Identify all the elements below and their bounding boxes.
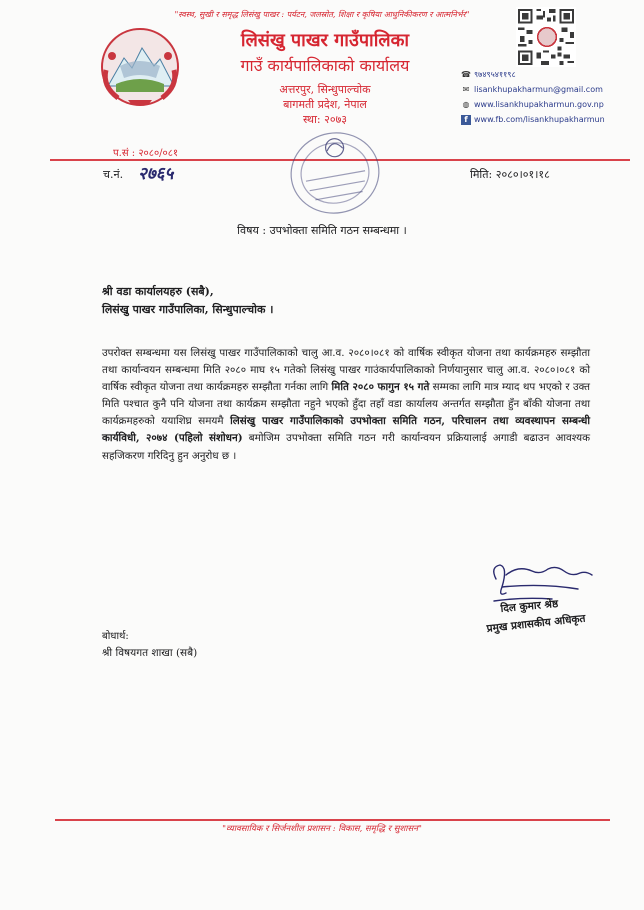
office-name: लिसंखु पाखर गाउँपालिका	[240, 30, 410, 51]
signatory-title: प्रमुख प्रशासकीय अधिकृत	[486, 612, 587, 635]
recipient-line-1: श्री वडा कार्यालयहरु (सबै),	[102, 285, 214, 298]
footer-motto: "व्यावसायिक र सिर्जनशील प्रशासन : विकास, समृद्धि र सुशासन"	[222, 824, 422, 834]
signatory-name: दिल कुमार श्रेष्ठ	[500, 597, 559, 615]
letter-reference-number: प.सं : २०८०/०८१	[113, 148, 179, 159]
facebook-icon: f	[461, 115, 471, 125]
body-part-1: उपरोक्त सम्बन्धमा यस लिसंखु पाखर गाउँपालिकाको चालु आ.व. २०८०।०८१ को वार्षिक स्वीकृत योजना तथा कार्यक्रमहरु सम्झौता तथा कार्यान्वयन सम्बन्धमा मिति २०८० माघ १५ गतेको लिसंखु पाखर गाउंकार्यपालिकाको निर्णयानुसार चालु आ.व. २०८०।०८१ को वार्षिक स्वीकृत योजना तथा कार्यक्रमहरु सम्झौता गर्नका लागि	[102, 347, 590, 394]
email-icon: ✉	[462, 84, 470, 94]
phone-icon: ☎	[461, 69, 471, 79]
letter-subject: विषय : उपभोक्ता समिति गठन सम्बन्धमा ।	[237, 224, 407, 237]
letterhead-motto: "स्वस्थ, सुखी र समृद्ध लिसंखु पाखर : पर्यटन, जलस्रोत, शिक्षा र कृषिया आधुनिकीकरण र आत्मनिर्भर"	[174, 10, 470, 19]
contact-block	[461, 67, 641, 127]
letter-body	[102, 345, 590, 465]
contact-email[interactable]: ✉ lisankhupakharmun@gmail.com	[462, 84, 603, 94]
body-part-3: बमोजिम उपभोक्ता समिति गठन गरी कार्यान्वयन प्रक्रियालाई अगाडी बढाउन आवश्यक सहजिकरण गरिदिनु हुन अनुरोध छ ।	[102, 432, 590, 462]
footer-divider	[55, 819, 610, 821]
contact-phone: ☎ ९७४९५४११९८	[461, 69, 516, 79]
nepal-emblem-logo	[98, 26, 182, 108]
address-line-1: अत्तरपुर, सिन्धुपाल्चोक	[279, 83, 371, 96]
office-seal-stamp	[285, 128, 385, 218]
qr-code	[516, 6, 576, 68]
body-procedure-reference: लिसंखु पाखर गाउँपालिकाको उपभोक्ता समिति गठन, परिचालन तथा व्यवस्थापन सम्बन्धी कार्यविधी, २०७४ (पहिलो संशोधन)	[102, 415, 591, 445]
office-unit: गाउँ कार्यपालिकाको कार्यालय	[240, 56, 410, 75]
address-line-2: बागमती प्रदेश, नेपाल	[283, 98, 367, 111]
body-part-2: सम्मका लागि मात्र म्याद थप भएको र उक्त मिति पश्चात कुनै पनि योजना तथा कार्यक्रम सम्झौता नहुने भएको हुँदा तहाँ वडा कार्यालय अन्तर्गत सम्झौता हुँन बाँकी योजना तथा कार्यक्रमहरुको ययाशिघ्र समयमै	[102, 381, 590, 428]
body-deadline: मिति २०८० फागुन १५ गते	[331, 381, 430, 394]
cc-item: श्री विषयगत शाखा (सबै)	[102, 647, 198, 659]
cc-label: बोधार्थ:	[102, 631, 129, 642]
dispatch-number-value: २७६५	[138, 164, 174, 184]
contact-website[interactable]: ◍ www.lisankhupakharmun.gov.np	[462, 99, 604, 109]
letter-date: मिति: २०८०।०१।१८	[470, 168, 550, 181]
dispatch-number-label: च.नं.	[103, 168, 124, 181]
contact-facebook[interactable]: f www.fb.com/lisankhupakharmun	[461, 112, 641, 127]
recipient-line-2: लिसंखु पाखर गाउँपालिका, सिन्धुपाल्चोक ।	[102, 303, 274, 316]
established-year: स्था: २०७३	[302, 113, 348, 126]
globe-icon: ◍	[462, 99, 470, 109]
